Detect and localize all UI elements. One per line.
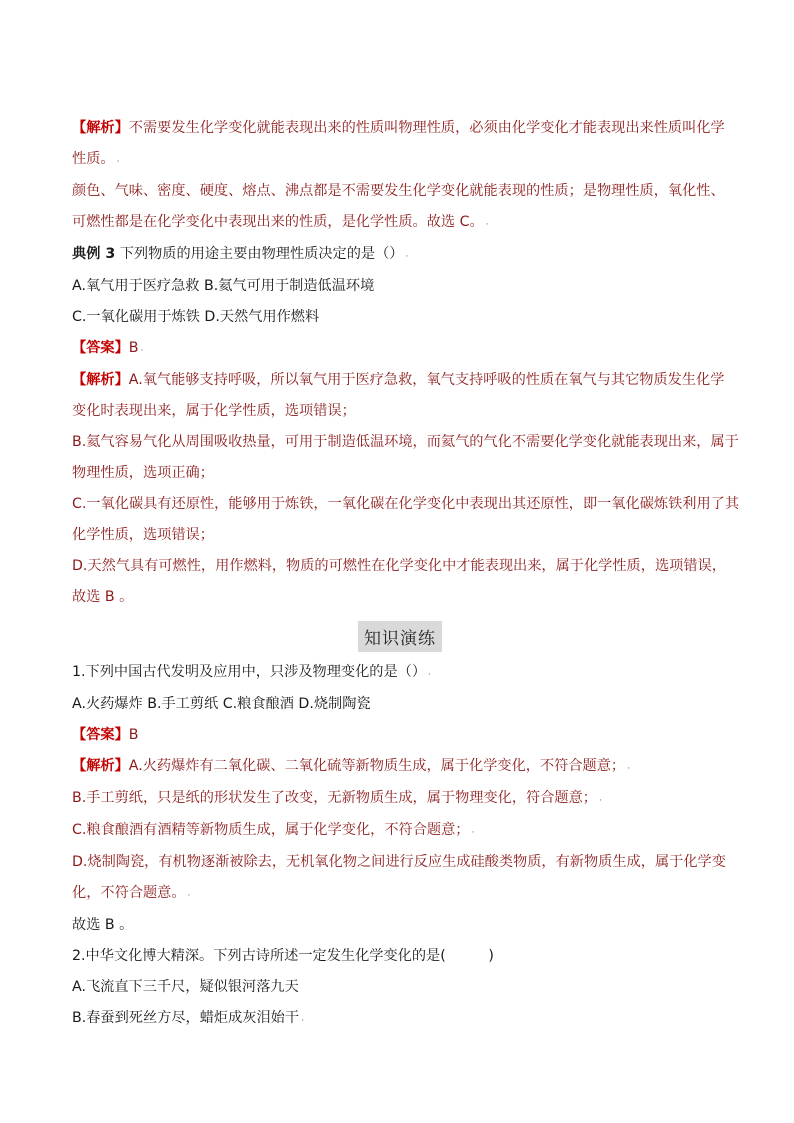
ex3-analysis-a-line-2: 变化时表现出来，属于化学性质，选项错误； bbox=[72, 403, 356, 419]
analysis-tag: 【解析】 bbox=[72, 120, 129, 136]
document-page bbox=[72, 118, 740, 1029]
ex3-analysis-a-line-1: 【解析】A.氧气能够支持呼吸，所以氧气用于医疗急救，氧气支持呼吸的性质在氧气与其它物质发生化学 bbox=[72, 372, 725, 388]
ex3-options-ab: A.氧气用于医疗急救 B.氦气可用于制造低温环境 bbox=[72, 278, 375, 294]
paragraph-mark: ⸳ bbox=[116, 153, 120, 166]
ex3-analysis-b-line-2: 物理性质，选项正确； bbox=[72, 465, 214, 481]
analysis-text: 不需要发生化学变化就能表现出来的性质叫物理性质，必须由化学变化才能表现出来性质叫化学 bbox=[128, 120, 725, 136]
ex2-analysis-line-1 bbox=[72, 118, 728, 138]
answer-value: B bbox=[128, 727, 139, 743]
ex2-paragraph-line-1: 颜色、气味、密度、硬度、熔点、沸点都是不需要发生化学变化就能表现的性质；是物理性质，氧化性、 bbox=[72, 183, 725, 199]
ex3-analysis-d-line-2: 故选 B 。 bbox=[72, 589, 134, 605]
q1-options: A.火药爆炸 B.手工剪纸 C.粮食酿酒 D.烧制陶瓷 bbox=[72, 696, 371, 712]
q2-option-b: B.春蚕到死丝方尽，蜡炬成灰泪始干 ⸳ bbox=[72, 1010, 305, 1026]
ex3-options-cd: C.一氧化碳用于炼铁 D.天然气用作燃料 bbox=[72, 309, 320, 325]
analysis-tag: 【解析】 bbox=[72, 758, 129, 774]
q1-analysis-d-line-1: D.烧制陶瓷，有机物逐渐被除去，无机氧化物之间进行反应生成硅酸类物质，有新物质生成，属于化学变 bbox=[72, 854, 726, 870]
q1-answer bbox=[72, 725, 728, 745]
ex3-analysis-c-line-1: C.一氧化碳具有还原性，能够用于炼铁，一氧化碳在化学变化中表现出其还原性，即一氧化碳炼铁利用了其 bbox=[72, 496, 740, 512]
answer-tag: 【答案】 bbox=[72, 727, 129, 743]
section-heading-wrap bbox=[72, 621, 728, 652]
ex3-question: 典例 3 下列物质的用途主要由物理性质决定的是（） ⸳ bbox=[72, 246, 409, 262]
section-heading: 知识演练 bbox=[358, 621, 442, 652]
analysis-tag: 【解析】 bbox=[72, 372, 129, 388]
ex3-answer: 【答案】B ⸳ bbox=[72, 340, 144, 356]
example-label: 典例 3 bbox=[72, 246, 116, 262]
q2-question: 2.中华文化博大精深。下列古诗所述一定发生化学变化的是( ) bbox=[72, 948, 494, 964]
ex3-analysis-c-line-2: 化学性质，选项错误； bbox=[72, 527, 214, 543]
ex3-analysis-d-line-1: D.天然气具有可燃性，用作燃料，物质的可燃性在化学变化中才能表现出来，属于化学性质，选项错误， bbox=[72, 558, 726, 574]
ex3-analysis-b-line-1: B.氦气容易气化从周围吸收热量，可用于制造低温环境，而氦气的气化不需要化学变化就能表现出来，属于 bbox=[72, 434, 739, 450]
q1-analysis-a: 【解析】A.火药爆炸有二氧化碳、二氧化硫等新物质生成，属于化学变化，不符合题意； ⸳ bbox=[72, 758, 631, 774]
q1-question: 1.下列中国古代发明及应用中，只涉及物理变化的是（） ⸳ bbox=[72, 664, 431, 680]
q1-analysis-c: C.粮食酿酒有酒精等新物质生成，属于化学变化，不符合题意； ⸳ bbox=[72, 822, 475, 838]
ex2-paragraph-line-2: 可燃性都是在化学变化中表现出来的性质，是化学性质。故选 C。 ⸳ bbox=[72, 214, 489, 230]
q1-analysis-b: B.手工剪纸，只是纸的形状发生了改变，无新物质生成，属于物理变化，符合题意； ⸳ bbox=[72, 790, 602, 806]
answer-value: B bbox=[128, 340, 139, 356]
q1-conclusion: 故选 B 。 bbox=[72, 917, 134, 933]
ex2-analysis-line-2: 性质。 ⸳ bbox=[72, 151, 120, 167]
q2-option-a: A.飞流直下三千尺，疑似银河落九天 bbox=[72, 979, 299, 995]
answer-tag: 【答案】 bbox=[72, 340, 129, 356]
q1-analysis-d-line-2: 化，不符合题意。 ⸳ bbox=[72, 885, 191, 901]
